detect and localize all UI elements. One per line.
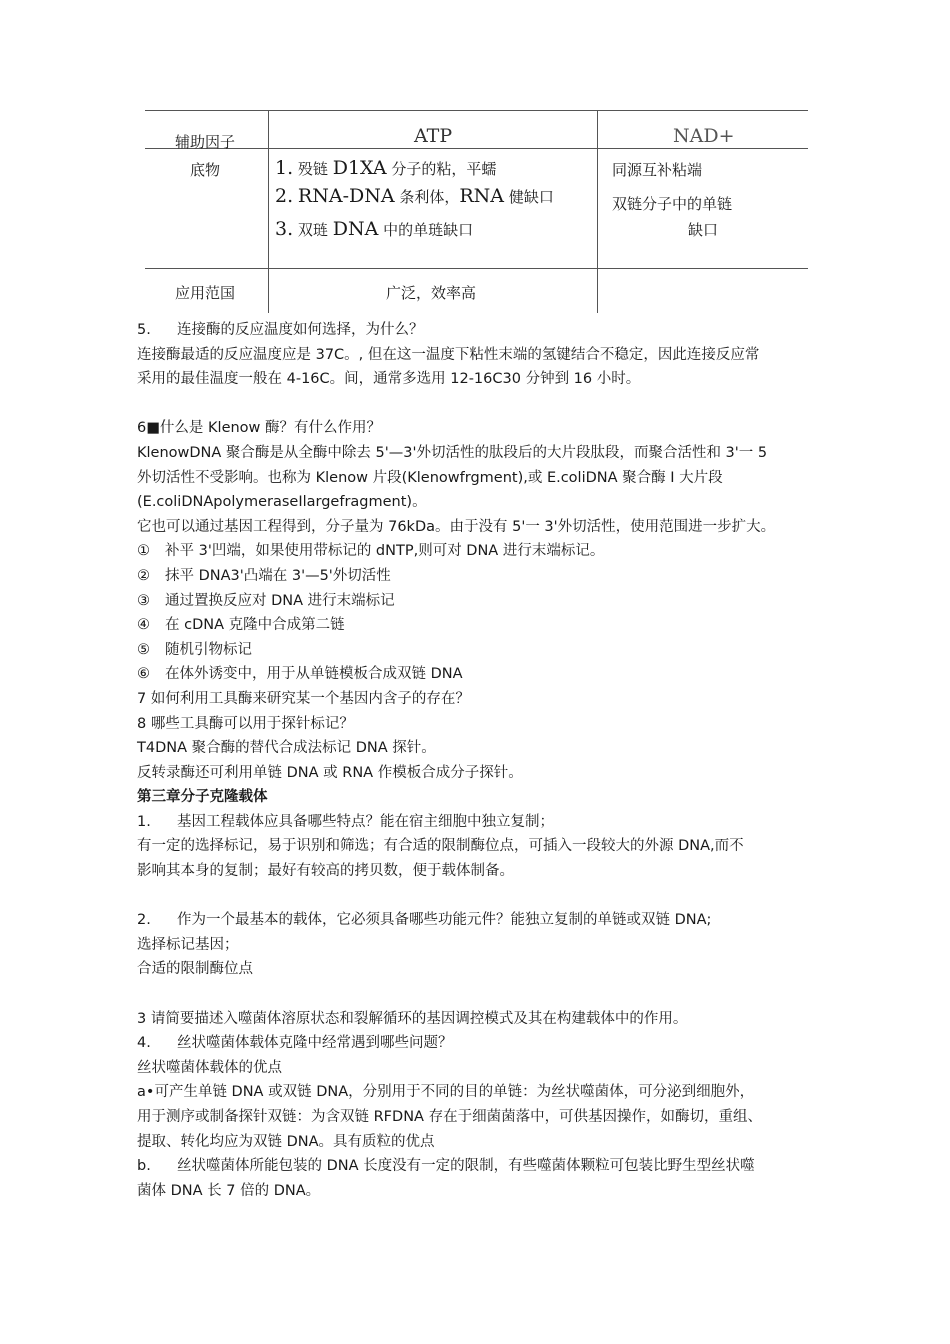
item-number: 3. (275, 218, 294, 240)
list-item: ③ 通过置换反应对 DNA 进行末端标记 (137, 592, 395, 609)
table-row-divider (145, 268, 808, 269)
chapter-answer-2-line: 合适的限制酶位点 (137, 961, 253, 978)
klenow-uses-list (137, 539, 820, 687)
list-item: ⑥ 在体外诱变中，用于从单链模板合成双链 DNA (137, 666, 463, 683)
chapter-answer-4-line: 提取、转化均应为双链 DNA。具有质粒的优点 (137, 1133, 435, 1150)
chapter-answer-4-line: a•可产生单链 DNA 或双链 DNA，分别用于不同的目的单链：为丝状噬菌体，可分泌到细胞外， (137, 1084, 755, 1101)
chapter-answer-2-line: 选择标记基因； (137, 936, 239, 953)
question-6: 6■什么是 Klenow 酶？有什么作用？ (137, 420, 382, 437)
document-body (137, 318, 820, 1203)
answer-5-line: 采用的最佳温度一般在 4-16C。间，通常多选用 12-16C30 分钟到 16 小时。 (137, 371, 641, 388)
answer-5-line: 连接酶最适的反应温度应是 37C。, 但在这一温度下粘性末端的氢键结合不稳定，因此连接反应常 (137, 346, 760, 363)
answer-6-line: KlenowDNA 聚合酶是从全酶中除去 5'—3'外切活性的肽段后的大片段肽段，而聚合活性和 3'一 5 (137, 444, 768, 461)
table-col-divider (597, 110, 598, 313)
list-item: ① 补平 3'凹端，如果使用带标记的 dNTP,则可对 DNA 进行末端标记。 (137, 543, 605, 560)
chapter-answer-4b-line: 菌体 DNA 长 7 倍的 DNA。 (137, 1182, 321, 1199)
chapter-heading: 第三章分子克隆载体 (137, 789, 268, 806)
nad-substrate-line: 双链分子中的单链 (612, 195, 733, 213)
atp-usage: 广泛，效率高 (386, 284, 477, 302)
item-text: 分子的粘，平蠕 (391, 160, 497, 178)
item-text: 条利体， (399, 188, 460, 206)
chapter-answer-4-heading: 丝状噬菌体载体的优点 (137, 1059, 282, 1076)
ligase-comparison-table (0, 0, 950, 320)
chapter-question-2: 2. 作为一个最基本的载体，它必须具备哪些功能元件？能独立复制的单链或双链 DNA; (137, 912, 712, 929)
atp-substrate-item (275, 158, 496, 179)
atp-substrate-item (275, 186, 554, 207)
chapter-question-4: 4. 丝状噬菌体载体克隆中经常遇到哪些问题？ (137, 1035, 453, 1052)
atp-substrate-item (275, 219, 473, 240)
item-text: 中的单琏缺口 (383, 221, 474, 239)
chapter-answer-1-line: 有一定的选择标记，易于识别和筛选；有合适的限制酶位点，可插入一段较大的外源 DNA,而不 (137, 838, 744, 855)
item-text: 殁链 (297, 160, 328, 178)
question-5: 5. 连接酶的反应温度如何选择，为什么？ (137, 322, 424, 338)
answer-6-line: 它也可以通过基因工程得到，分子量为 76kDa。由于没有 5'一 3'外切活性，使用范围进一步扩大。 (137, 518, 776, 535)
answer-8-line: T4DNA 聚合酶的替代合成法标记 DNA 探针。 (137, 740, 436, 757)
usage-label: 应用范国 (175, 284, 236, 302)
chapter-answer-1-line: 影响其本身的复制；最好有较高的拷贝数，便于载体制备。 (137, 863, 514, 880)
answer-6-line: 外切活性不受影响。也称为 Klenow 片段(Klenowfrgment),或 E.coliDNA 聚合酶 I 大片段 (137, 469, 723, 486)
chapter-answer-4-line: 用于测序或制备探针双链：为含双链 RFDNA 存在于细菌菌落中，可供基因操作，如酶切，重组、 (137, 1109, 763, 1125)
header-atp: ATP (414, 125, 453, 147)
item-text: 健缺口 (508, 188, 554, 206)
item-term: DNA (332, 218, 379, 240)
question-8: 8 哪些工具酶可以用于探针标记？ (137, 715, 354, 732)
item-term: D1XA (332, 157, 387, 179)
chapter-question-1: 1. 基因工程载体应具备哪些特点？能在宿主细胞中独立复制； (137, 813, 554, 830)
item-number: 1. (275, 157, 294, 179)
table-col-divider (268, 110, 269, 313)
table-row-divider (145, 148, 808, 149)
list-item: ② 抹平 DNA3'凸端在 3'—5'外切活性 (137, 567, 391, 584)
nad-substrate-line: 同源互补粘端 (612, 161, 703, 179)
item-term: RNA (459, 185, 505, 207)
list-item: ⑤ 随机引物标记 (137, 641, 252, 658)
chapter-answer-4b-line: b. 丝状噬菌体所能包装的 DNA 长度没有一定的限制，有些噬菌体颗粒可包装比野生型丝状噬 (137, 1158, 755, 1175)
chapter-question-3: 3 请简要描述入噬菌体溶原状态和裂解循环的基因调控模式及其在构建载体中的作用。 (137, 1010, 688, 1027)
substrate-label: 底物 (190, 161, 221, 179)
answer-6-line: (E.coliDNApolymeraseIlargefragment)。 (137, 494, 427, 511)
nad-substrate-line: 缺口 (688, 221, 719, 239)
item-number: 2. (275, 185, 294, 207)
header-cofactor-label: 辅助因子 (175, 133, 236, 151)
item-term: RNA-DNA (297, 185, 395, 207)
answer-8-line: 反转录酶还可利用单链 DNA 或 RNA 作模板合成分子探针。 (137, 764, 523, 781)
header-nad: NAD+ (673, 125, 735, 147)
list-item: ④ 在 cDNA 克隆中合成第二链 (137, 617, 345, 634)
item-text: 双琏 (297, 221, 328, 239)
question-7: 7 如何利用工具酶来研究某一个基因内含子的存在？ (137, 690, 470, 707)
table-top-border (145, 110, 808, 111)
